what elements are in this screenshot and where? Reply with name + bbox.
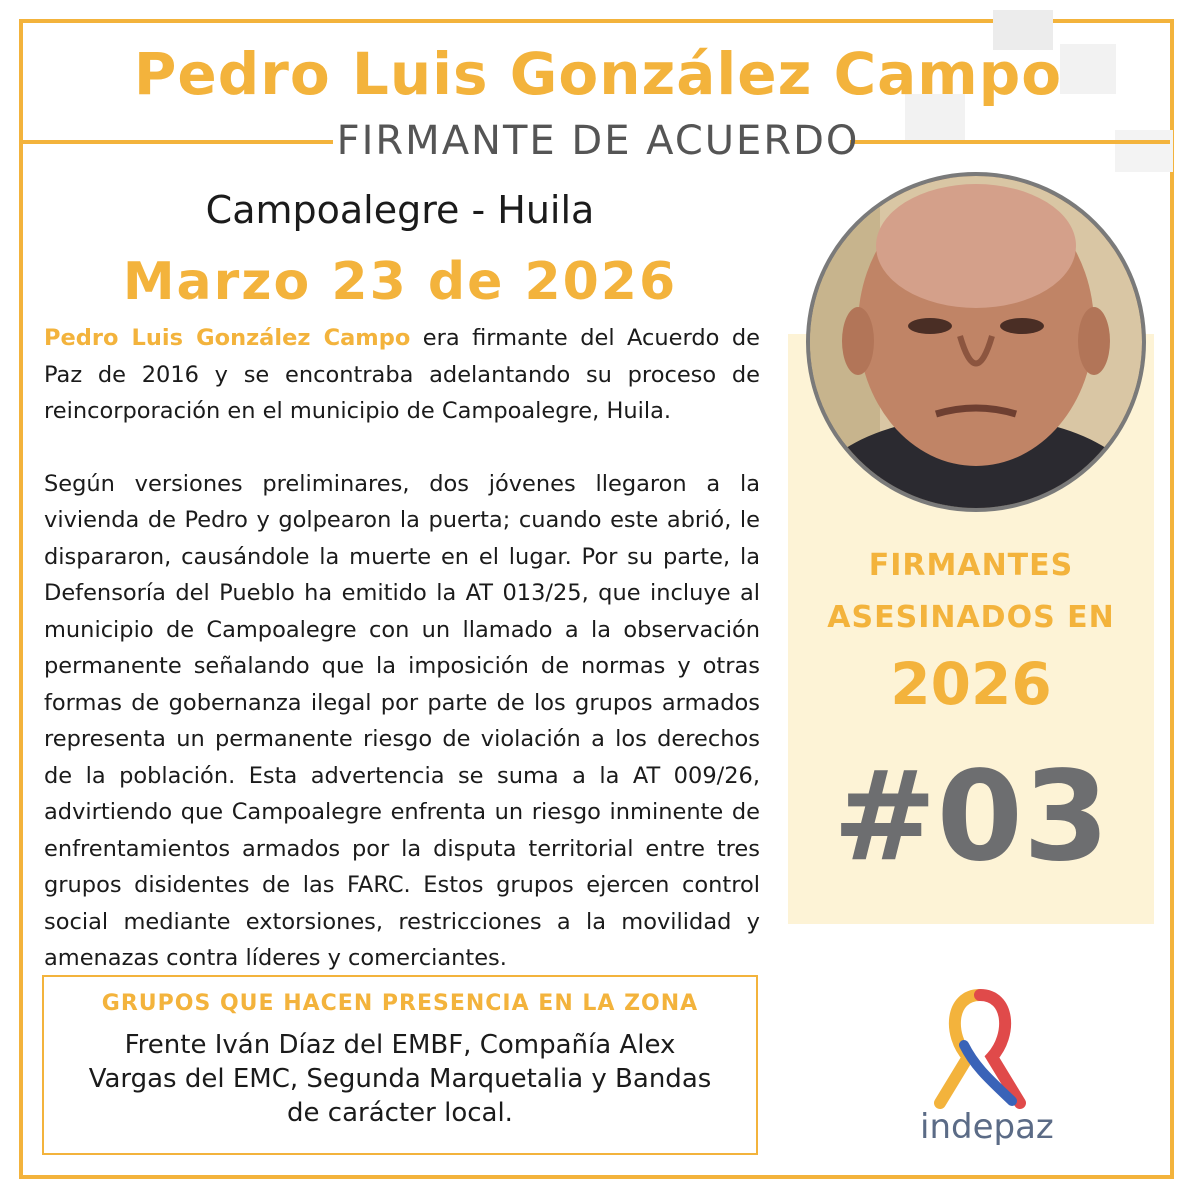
paragraph-intro-text: era firmante del Acuerdo de Paz de 2016 y se encontraba adelantando su proceso de reincorporación en el municipio de Campoalegre, Huila. — [44, 325, 760, 424]
role-subtitle: FIRMANTE DE ACUERDO — [336, 118, 860, 164]
armed-groups-title: GRUPOS QUE HACEN PRESENCIA EN LA ZONA — [101, 991, 699, 1016]
armed-groups-box — [42, 975, 758, 1155]
article-body — [44, 320, 760, 977]
victim-photo — [806, 172, 1146, 512]
location-label: Campoalegre - Huila — [205, 188, 595, 232]
paragraph-intro — [44, 320, 760, 430]
victim-count: #03 — [832, 745, 1110, 889]
date-label: Marzo 23 de 2026 — [122, 252, 678, 312]
paragraph-details: Según versiones preliminares, dos jóvenes llegaron a la vivienda de Pedro y golpearon la puerta; cuando este abrió, le dispararon, causándole la muerte en el lugar. Por su parte, la Defensoría del Pueblo ha emitido la AT 013/25, que incluye al municipio de Campoalegre con un llamado a la observación permanente señalando que la imposición de normas y otras formas de gobernanza ilegal por parte de los grupos armados representa un permanente riesgo de violación a los derechos de la población. Esta advertencia se suma a la AT 009/26, advirtiendo que Campoalegre enfrenta un riesgo inminente de enfrentamientos armados por la disputa territorial entre tres grupos disidentes de las FARC. Estos grupos ejercen control social mediante extorsiones, restricciones a la movilidad y amenazas contra líderes y comerciantes. — [44, 470, 760, 971]
armed-groups-text: Frente Iván Díaz del EMBF, Compañía Alex Vargas del EMC, Segunda Marquetalia y Bandas de carácter local. — [88, 1030, 712, 1128]
victim-name-title: Pedro Luis González Campo — [133, 40, 1063, 108]
ribbon-icon — [920, 985, 1040, 1110]
victim-name-inline: Pedro Luis González Campo — [44, 325, 411, 351]
indepaz-wordmark: indepaz — [920, 1107, 1054, 1147]
counter-line-2: ASESINADOS EN — [827, 600, 1115, 635]
indepaz-logo — [920, 985, 1054, 1150]
portrait-illustration — [810, 176, 1142, 508]
counter-line-1: FIRMANTES — [868, 548, 1074, 583]
counter-year: 2026 — [890, 650, 1052, 718]
